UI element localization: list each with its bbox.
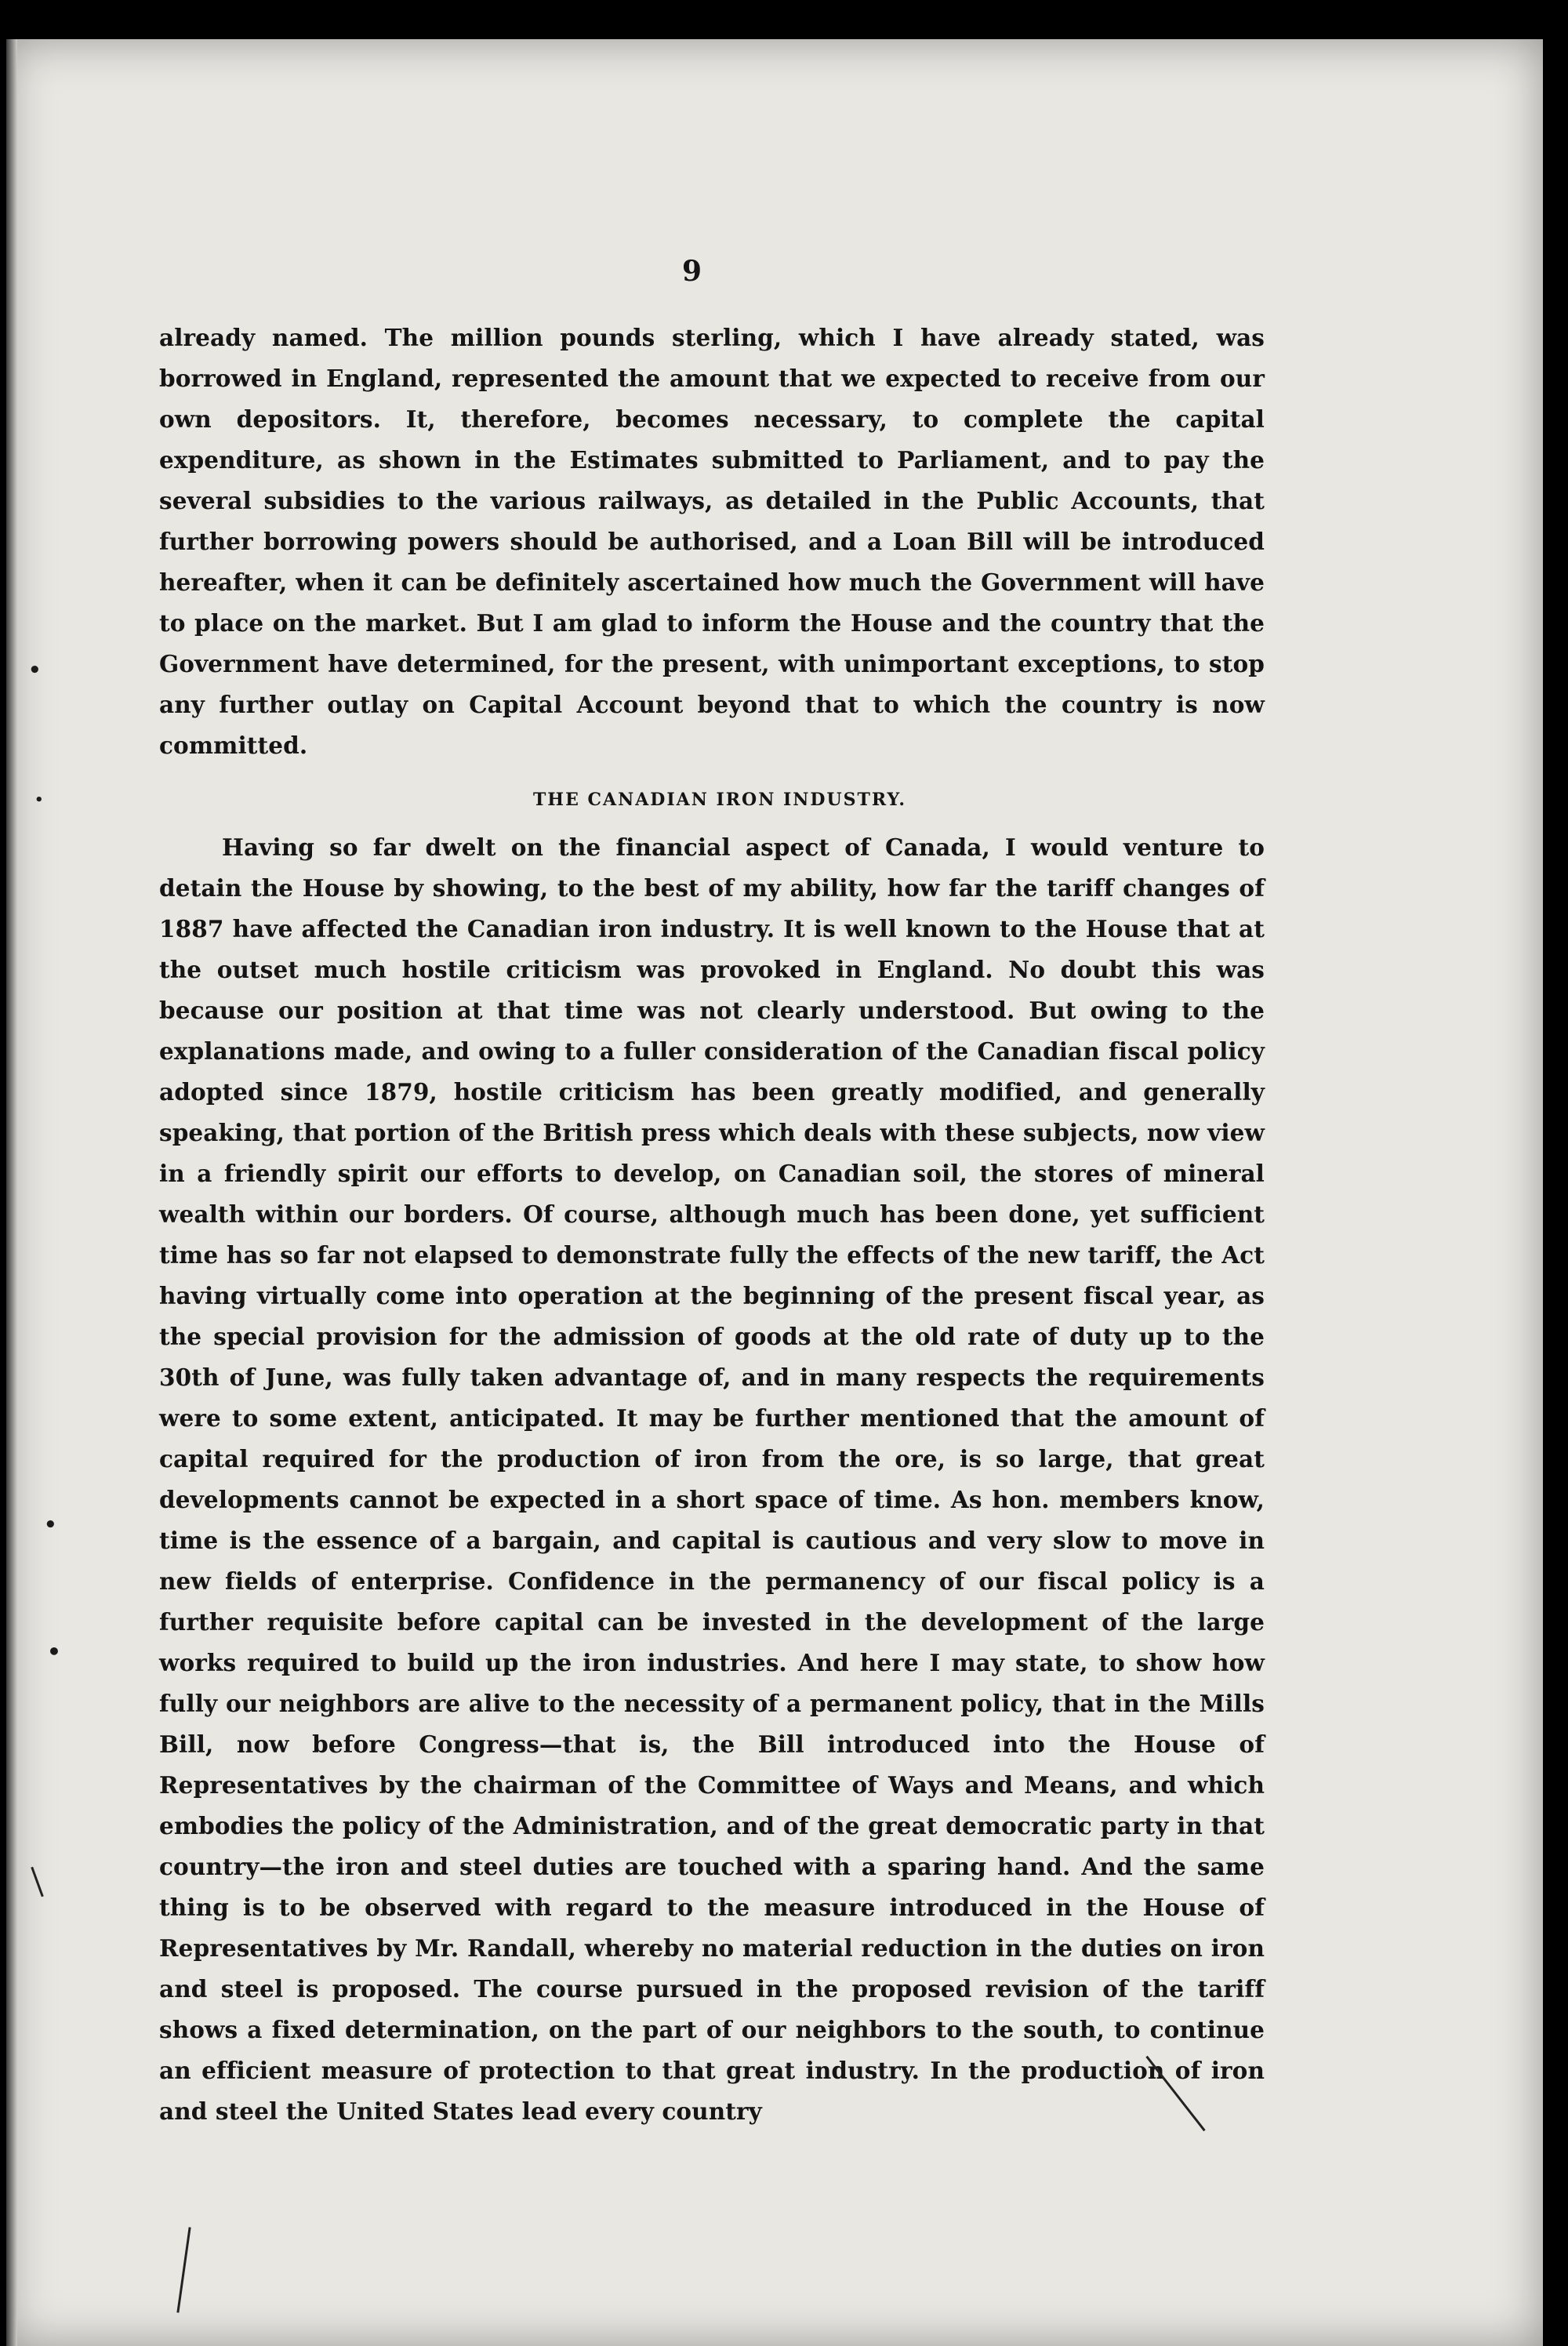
margin-speck: • xyxy=(44,1513,57,1537)
section-heading: THE CANADIAN IRON INDUSTRY. xyxy=(532,790,907,810)
margin-scratch xyxy=(31,1867,43,1898)
document-page xyxy=(6,39,1543,2346)
margin-scratch xyxy=(176,2227,191,2312)
margin-speck: • xyxy=(47,1639,61,1665)
page-body xyxy=(159,255,1265,2132)
page-number: 9 xyxy=(682,255,702,288)
margin-speck: • xyxy=(28,659,42,682)
paragraph-iron-industry: Having so far dwelt on the financial aspect of Canada, I would venture to detain the House by showing, to the best of my ability, how far the tariff changes of 1887 have affected the Canadian iron industry. It is well known to the House that at the outset much hostile criticism was provoked in England. No doubt this was because our position at that time was not clearly understood. But owing to the explanations made, and owing to a fuller consideration of the Canadian fiscal policy adopted since 1879, hostile criticism has been greatly modified, and generally speaking, that portion of the British press which deals with these subjects, now view in a friendly spirit our efforts to develop, on Canadian soil, the stores of mineral wealth within our borders. Of course, although much has been done, yet sufficient time has so far not elapsed to demonstrate fully the effects of the new tariff, the Act having virtually come into operation at the beginning of the present fiscal year, as the special provision for the admission of goods at the old rate of duty up to the 30th of June, was fully taken advantage of, and in many respects the requirements were to some extent, anticipated. It may be further mentioned that the amount of capital required for the production of iron from the ore, is so large, that great developments cannot be expected in a short space of time. As hon. members know, time is the essence of a bargain, and capital is cautious and very slow to move in new fields of enterprise. Confidence in the permanency of our fiscal policy is a further requisite before capital can be invested in the development of the large works required to build up the iron industries. And here I may state, to show how fully our neighbors are alive to the necessity of a permanent policy, that in the Mills Bill, now before Congress—that is, the Bill introduced into the House of Representatives by the chairman of the Committee of Ways and Means, and which embodies the policy of the Administration, and of the great democratic party in that country—the iron and steel duties are touched with a sparing hand. And the same thing is to be observed with regard to the measure introduced in the House of Representatives by Mr. Randall, whereby no material reduction in the duties on iron and steel is proposed. The course pursued in the proposed revision of the tariff shows a fixed determination, on the part of our neighbors to the south, to continue an efficient measure of protection to that great industry. In the production of iron and steel the United States lead every country xyxy=(159,833,1265,2125)
paragraph-borrowing: already named. The million pounds sterling, which I have already stated, was borrowed in England, represented the amount that we expected to receive from our own depositors. It, therefore, becomes necessary, to complete the capital expenditure, as shown in the Estimates submitted to Parliament, and to pay the several subsidies to the various railways, as detailed in the Public Accounts, that further borrowing powers should be authorised, and a Loan Bill will be introduced hereafter, when it can be definitely ascertained how much the Government will have to place on the market. But I am glad to inform the House and the country that the Government have determined, for the present, with unimportant exceptions, to stop any further outlay on Capital Account beyond that to which the country is now committed. xyxy=(159,324,1265,759)
margin-speck: • xyxy=(34,792,44,808)
